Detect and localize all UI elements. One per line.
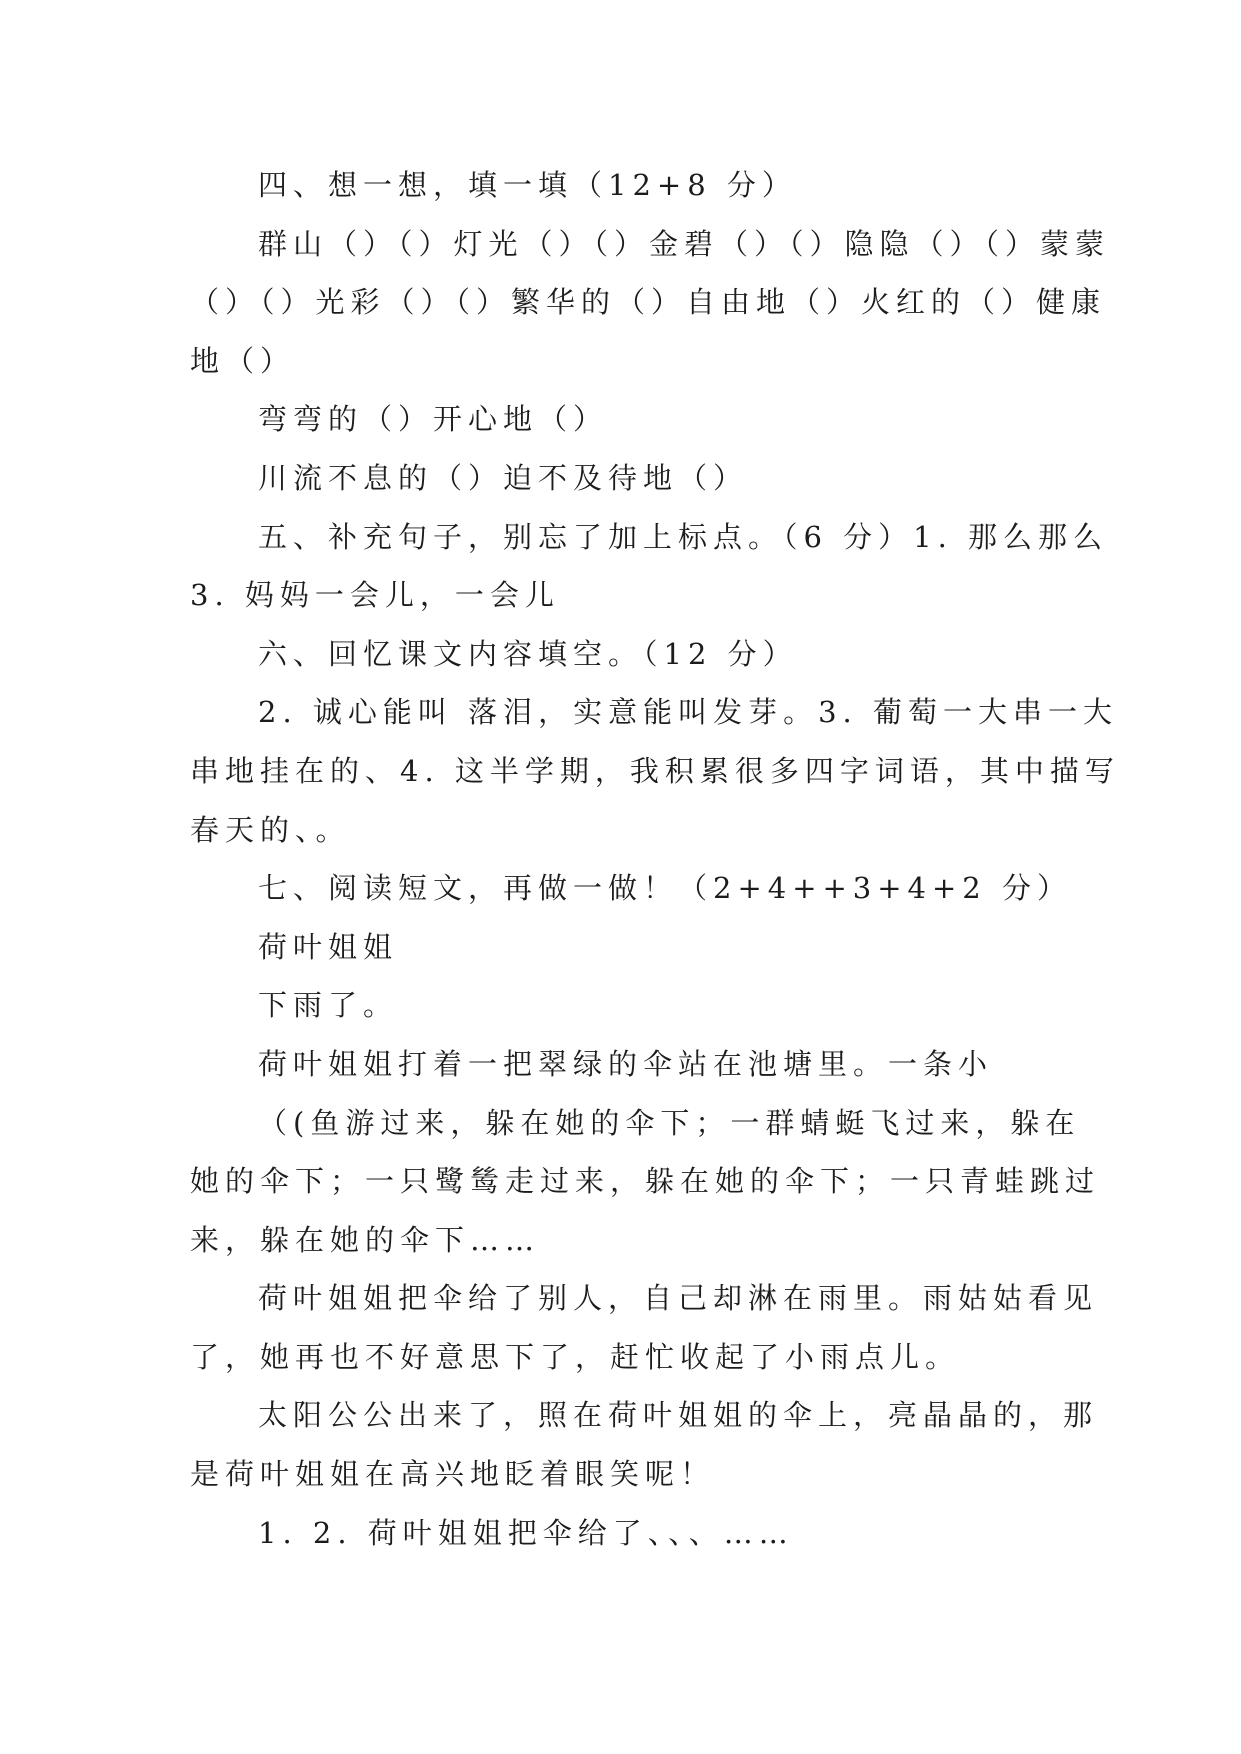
- line-text: 1. 2. 荷叶姐姐把伞给了、、、……: [258, 1515, 794, 1550]
- line-text: 六、回忆课文内容填空。（12 分）: [258, 636, 798, 671]
- line-text: （(鱼游过来，躲在她的伞下；一群蜻蜓飞过来，躲在: [258, 1105, 1081, 1140]
- line-text: 五、补充句子，别忘了加上标点。（6 分）1. 那么那么: [258, 519, 1109, 554]
- passage-line: [190, 1269, 1099, 1328]
- line-text: 是荷叶姐姐在高兴地眨着眼笑呢！: [190, 1457, 716, 1492]
- passage-line: [190, 1152, 1101, 1211]
- line-text: 太阳公公出来了，照在荷叶姐姐的伞上，亮晶晶的，那: [258, 1398, 1099, 1433]
- fill-line: [190, 801, 1050, 860]
- fill-line: [190, 215, 1111, 274]
- line-text: 3. 妈妈一会儿，一会儿: [190, 578, 560, 613]
- document-body: [190, 156, 1120, 1562]
- question-line: [190, 1504, 1050, 1563]
- section-heading-4: [190, 156, 1050, 215]
- fill-line: [190, 449, 1050, 508]
- line-text: 她的伞下；一只鹭鸶走过来，躲在她的伞下；一只青蛙跳过: [190, 1164, 1101, 1199]
- passage-line: [190, 1386, 1099, 1445]
- line-text: 荷叶姐姐打着一把翠绿的伞站在池塘里。一条小: [258, 1046, 994, 1081]
- line-text: 川流不息的（）迫不及待地（）: [258, 460, 749, 495]
- line-text: 群山（）（）灯光（）（）金碧（）（）隐隐（）（）蒙蒙: [258, 226, 1111, 261]
- section-heading-7: [190, 859, 1072, 918]
- line-text: 七、阅读短文，再做一做！（2+4++3+4+2 分）: [258, 871, 1072, 906]
- passage-title: [190, 918, 1050, 977]
- fill-line: [190, 390, 1050, 449]
- passage-line: [190, 976, 1050, 1035]
- line-text: 来，躲在她的伞下……: [190, 1222, 541, 1257]
- passage-line: [190, 1445, 1050, 1504]
- fill-line: [190, 683, 1118, 742]
- line-text: 了，她再也不好意思下了，赶忙收起了小雨点儿。: [190, 1339, 961, 1374]
- line-text: 春天的、。: [190, 812, 351, 847]
- line-text: 四、想一想，填一填（12+8 分）: [258, 168, 797, 202]
- line-text: 下雨了。: [258, 988, 399, 1023]
- passage-line: [190, 1211, 1050, 1270]
- line-text: 串地挂在的、4. 这半学期，我积累很多四字词语，其中描写: [190, 753, 1120, 788]
- fill-line: [190, 566, 1050, 625]
- line-text: 荷叶姐姐: [258, 929, 399, 964]
- line-text: 荷叶姐姐把伞给了别人，自己却淋在雨里。雨姑姑看见: [258, 1281, 1099, 1316]
- section-heading-6: [190, 625, 1050, 684]
- passage-line: [190, 1094, 1081, 1153]
- passage-line: [190, 1328, 1050, 1387]
- fill-line: [190, 742, 1120, 801]
- line-text: 弯弯的（）开心地（）: [258, 402, 609, 437]
- section-heading-5: [190, 508, 1109, 567]
- fill-line: [190, 273, 1107, 332]
- line-text: 2. 诚心能叫 落泪，实意能叫发芽。3. 葡萄一大串一大: [258, 695, 1118, 730]
- passage-line: [190, 1035, 1050, 1094]
- fill-line: [190, 332, 1050, 391]
- line-text: 地（）: [190, 343, 296, 378]
- line-text: （）（）光彩（）（）繁华的（）自由地（）火红的（）健康: [190, 285, 1107, 320]
